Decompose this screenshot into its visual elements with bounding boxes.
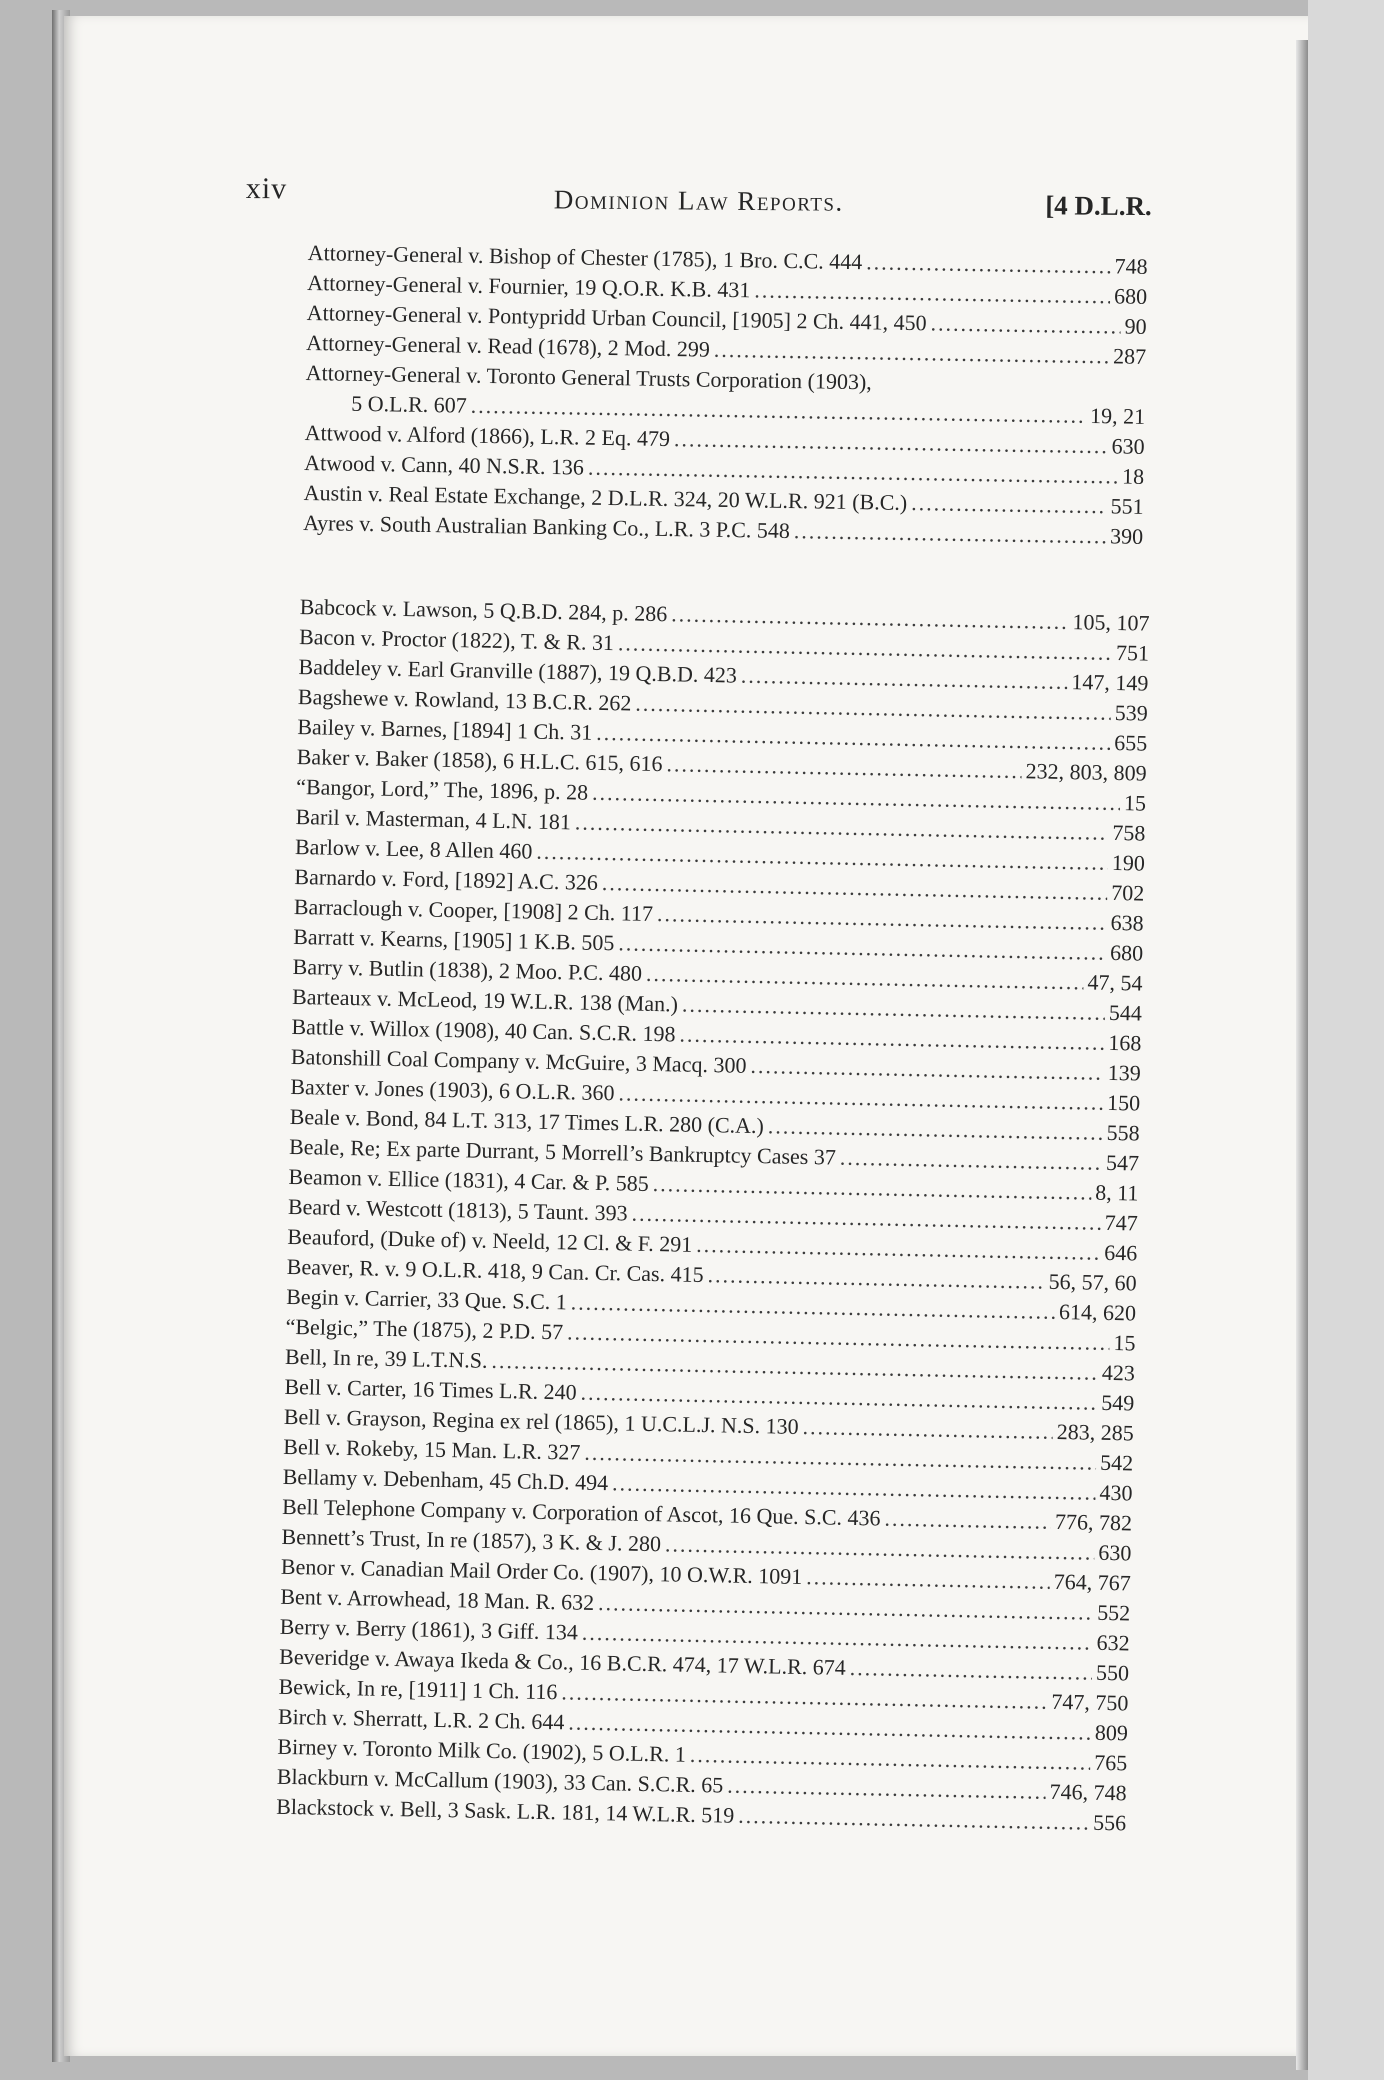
page-references: 758 (1112, 819, 1146, 846)
case-citation: Austin v. Real Estate Exchange, 2 D.L.R. 324, 20 W.L.R. 921 (B.C.) (303, 479, 908, 515)
volume-reference: [4 D.L.R. (1045, 190, 1152, 222)
adjacent-page-background (1308, 0, 1384, 2080)
page-references: 15 (1113, 1330, 1136, 1356)
page-references: 47, 54 (1087, 969, 1143, 996)
case-citation: Bell v. Carter, 16 Times L.R. 240 (284, 1373, 577, 1405)
page-references: 105, 107 (1072, 609, 1150, 636)
page-references: 56, 57, 60 (1048, 1268, 1137, 1296)
case-citation: Beamon v. Ellice (1831), 4 Car. & P. 585 (288, 1163, 650, 1196)
case-citation: Barnardo v. Ford, [1892] A.C. 326 (294, 863, 599, 895)
table-of-cases-section-b (276, 592, 1150, 1838)
case-citation: Ayres v. South Australian Banking Co., L.R. 3 P.C. 548 (303, 509, 791, 544)
page-references: 547 (1105, 1149, 1140, 1176)
table-of-cases-section-a (303, 238, 1148, 552)
page-references: 139 (1107, 1059, 1142, 1086)
case-citation: Barratt v. Kearns, [1905] 1 K.B. 505 (293, 923, 615, 956)
case-citation: Barraclough v. Cooper, [1908] 2 Ch. 117 (293, 893, 654, 926)
page-references: 638 (1110, 909, 1144, 936)
case-citation: Beard v. Westcott (1813), 5 Taunt. 393 (287, 1193, 628, 1226)
page-references: 751 (1115, 639, 1150, 666)
page-references: 542 (1099, 1449, 1134, 1476)
case-citation: 5 O.L.R. 607 (351, 390, 467, 418)
case-citation: Attwood v. Alford (1866), L.R. 2 Eq. 479 (304, 419, 671, 452)
dot-leader (884, 1504, 1051, 1537)
case-citation: Birch v. Sherratt, L.R. 2 Ch. 644 (277, 1703, 565, 1735)
page-references: 630 (1098, 1539, 1132, 1566)
page-references: 147, 149 (1071, 669, 1149, 696)
case-citation: Bent v. Arrowhead, 18 Man. R. 632 (280, 1583, 595, 1615)
page-references: 287 (1112, 343, 1147, 369)
case-citation: Bell, In re, 39 L.T.N.S. (284, 1343, 488, 1373)
page-references: 232, 803, 809 (1025, 758, 1147, 786)
case-citation: Berry v. Berry (1861), 3 Giff. 134 (279, 1613, 579, 1645)
case-citation: “Belgic,” The (1875), 2 P.D. 57 (285, 1313, 564, 1345)
case-citation: Beale v. Bond, 84 L.T. 313, 17 Times L.R. 280 (C.A.) (289, 1103, 765, 1139)
case-citation: Baril v. Masterman, 4 L.N. 181 (295, 803, 572, 835)
case-citation: Attorney-General v. Bishop of Chester (1785), 1 Bro. C.C. 444 (307, 239, 863, 275)
case-citation: Bewick, In re, [1911] 1 Ch. 116 (278, 1673, 558, 1705)
case-citation: Begin v. Carrier, 33 Que. S.C. 1 (285, 1283, 568, 1315)
case-citation: Baxter v. Jones (1903), 6 O.L.R. 360 (290, 1073, 615, 1106)
case-citation: Baker v. Baker (1858), 6 H.L.C. 615, 616 (296, 743, 663, 777)
page-references: 549 (1101, 1389, 1135, 1416)
case-citation: Attorney-General v. Fournier, 19 Q.O.R. K.B. 431 (307, 269, 751, 303)
page-references: 556 (1092, 1809, 1127, 1836)
dot-leader (866, 247, 1111, 281)
case-citation: Barlow v. Lee, 8 Allen 460 (294, 833, 533, 864)
page-references: 550 (1095, 1659, 1130, 1686)
case-citation: Bellamy v. Debenham, 45 Ch.D. 494 (282, 1463, 609, 1496)
case-citation: Birney v. Toronto Milk Co. (1902), 5 O.L.R. 1 (277, 1733, 687, 1767)
page-references: 430 (1099, 1479, 1133, 1506)
dot-leader (802, 1412, 1053, 1447)
case-citation: Benor v. Canadian Mail Order Co. (1907), 10 O.W.R. 1091 (280, 1553, 803, 1590)
running-title: Dominion Law Reports. (553, 184, 844, 217)
case-citation: Blackstock v. Bell, 3 Sask. L.R. 181, 14 W.L.R. 519 (276, 1793, 735, 1828)
case-citation: Baddeley v. Earl Granville (1887), 19 Q.B.D. 423 (298, 653, 738, 688)
case-citation: Bell v. Rokeby, 15 Man. L.R. 327 (283, 1433, 581, 1465)
page-references: 15 (1123, 790, 1147, 816)
page-references: 19, 21 (1089, 402, 1146, 429)
case-citation: Bell v. Grayson, Regina ex rel (1865), 1 U.C.L.J. N.S. 130 (283, 1403, 799, 1439)
case-citation: Battle v. Willox (1908), 40 Can. S.C.R. 198 (291, 1013, 676, 1047)
dot-leader (794, 516, 1107, 551)
page-references: 423 (1101, 1359, 1136, 1386)
case-citation: Batonshill Coal Company v. McGuire, 3 Macq. 300 (290, 1043, 747, 1078)
page-references: 776, 782 (1054, 1508, 1133, 1536)
case-citation: Bennett’s Trust, In re (1857), 3 K. & J. 280 (281, 1523, 662, 1557)
page-references: 630 (1111, 433, 1145, 459)
page-references: 190 (1111, 849, 1146, 876)
case-citation: Barry v. Butlin (1838), 2 Moo. P.C. 480 (292, 953, 643, 986)
page-header (246, 172, 1152, 227)
page-references: 614, 620 (1058, 1298, 1137, 1326)
page-right-edge (1296, 40, 1308, 2070)
page-references: 646 (1104, 1239, 1138, 1266)
case-citation: “Bangor, Lord,” The, 1896, p. 28 (295, 773, 589, 805)
page-references: 764, 767 (1053, 1568, 1132, 1596)
page-references: 747 (1104, 1209, 1139, 1236)
page-references: 655 (1113, 729, 1148, 756)
case-citation: Beale, Re; Ex parte Durrant, 5 Morrell’s Bankruptcy Cases 37 (288, 1133, 837, 1170)
dot-leader (930, 308, 1120, 341)
dot-leader (911, 488, 1107, 521)
case-citation: Beveridge v. Awaya Ikeda & Co., 16 B.C.R. 474, 17 W.L.R. 674 (278, 1643, 847, 1680)
case-citation: Bagshewe v. Rowland, 13 B.C.R. 262 (297, 683, 632, 716)
dot-leader (849, 1653, 1092, 1688)
case-citation: Beauford, (Duke of) v. Neeld, 12 Cl. & F. 291 (287, 1223, 693, 1257)
page-references: 632 (1096, 1629, 1130, 1656)
page-references: 680 (1113, 283, 1148, 309)
case-citation: Bailey v. Barnes, [1894] 1 Ch. 31 (297, 713, 593, 745)
page-references: 809 (1094, 1719, 1129, 1746)
page-references: 748 (1114, 253, 1148, 279)
page-references: 18 (1121, 463, 1145, 489)
page-references: 680 (1109, 939, 1144, 966)
dot-leader (806, 1562, 1050, 1597)
case-citation: Bacon v. Proctor (1822), T. & R. 31 (298, 623, 615, 656)
case-citation: Blackburn v. McCallum (1903), 33 Can. S.C.R. 65 (276, 1763, 724, 1798)
page-references: 283, 285 (1056, 1418, 1134, 1446)
case-citation: Barteaux v. McLeod, 19 W.L.R. 138 (Man.) (291, 983, 679, 1017)
case-citation: Attorney-General v. Read (1678), 2 Mod. 299 (306, 329, 711, 362)
page-references: 746, 748 (1049, 1778, 1127, 1806)
case-citation: Beaver, R. v. 9 O.L.R. 418, 9 Can. Cr. Cas. 415 (286, 1253, 704, 1288)
case-citation: Attorney-General v. Toronto General Trusts Corporation (1903), (305, 359, 872, 395)
page-references: 747, 750 (1051, 1688, 1129, 1716)
page-references: 90 (1124, 313, 1147, 339)
page-references: 168 (1108, 1029, 1142, 1056)
page-references: 551 (1110, 493, 1144, 519)
page-references: 552 (1096, 1599, 1131, 1626)
page-references: 8, 11 (1094, 1179, 1139, 1206)
page-references: 702 (1111, 879, 1145, 906)
case-citation: Babcock v. Lawson, 5 Q.B.D. 284, p. 286 (299, 593, 668, 627)
page-references: 544 (1108, 999, 1143, 1026)
case-citation: Atwood v. Cann, 40 N.S.R. 136 (304, 449, 585, 480)
page-references: 150 (1106, 1089, 1141, 1116)
page-references: 539 (1114, 699, 1149, 726)
page-references: 390 (1109, 523, 1144, 549)
page-references: 558 (1106, 1119, 1140, 1146)
page-references: 765 (1094, 1749, 1128, 1776)
case-citation: Bell Telephone Company v. Corporation of Ascot, 16 Que. S.C. 436 (281, 1493, 881, 1531)
page-number: xiv (245, 172, 288, 206)
case-citation: Attorney-General v. Pontypridd Urban Council, [1905] 2 Ch. 441, 450 (306, 299, 927, 336)
